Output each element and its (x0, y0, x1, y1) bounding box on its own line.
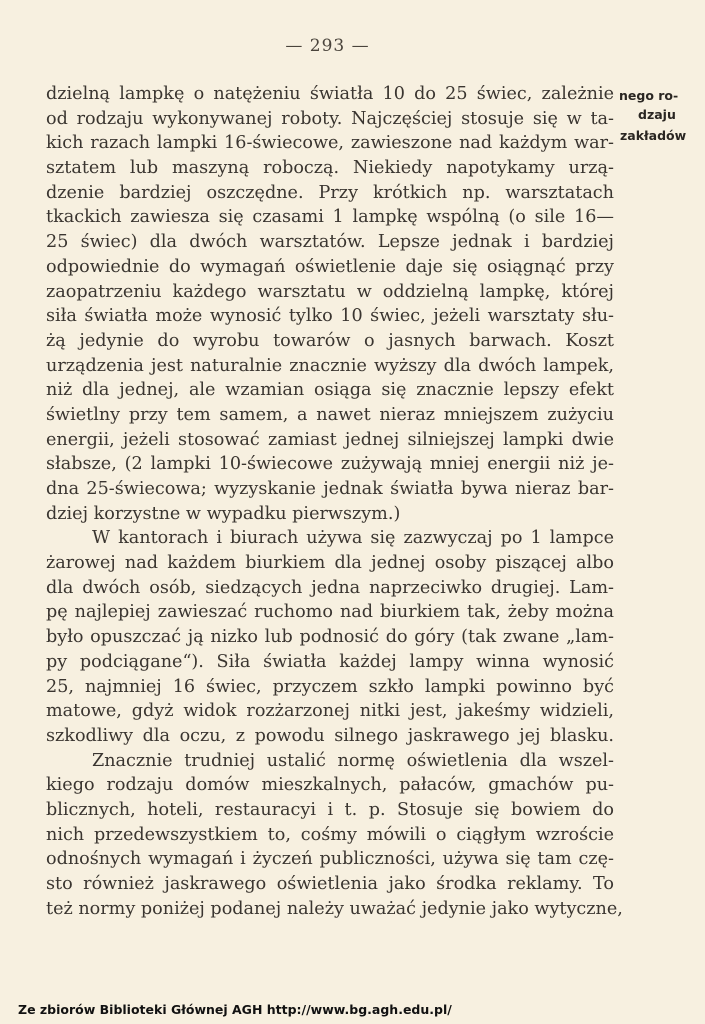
text-line: dziej korzystne w wypadku pierwszym.) (46, 503, 401, 524)
text-line: Znacznie trudniej ustalić normę oświetlenia dla wszel- (92, 750, 614, 771)
text-line: W kantorach i biurach używa się zazwyczaj po 1 lampce (92, 528, 614, 549)
text-line: zaopatrzeniu każdego warsztatu w oddzielną lampkę, której (46, 281, 614, 302)
margin-note-line-1: nego ro- (619, 88, 679, 103)
text-line: sztatem lub maszyną roboczą. Niekiedy napotykamy urzą- (46, 158, 614, 179)
text-line: szkodliwy dla oczu, z powodu silnego jaskrawego jej blasku. (46, 725, 614, 746)
text-line: blicznych, hoteli, restauracyi i t. p. Stosuje się bowiem do (46, 799, 614, 820)
text-line: urządzenia jest naturalnie znacznie wyższy dla dwóch lampek, (46, 355, 614, 376)
text-line: dzenie bardziej oszczędne. Przy krótkich np. warsztatach (46, 182, 614, 203)
library-footer: Ze zbiorów Biblioteki Głównej AGH http://www.bg.agh.edu.pl/ (18, 1002, 452, 1017)
text-line: od rodzaju wykonywanej roboty. Najczęściej stosuje się w ta- (46, 108, 614, 129)
text-line: dla dwóch osób, siedzących jedna naprzeciwko drugiej. Lam- (46, 577, 614, 598)
text-line: tkackich zawiesza się czasami 1 lampkę wspólną (o sile 16— (46, 207, 614, 228)
text-line: odpowiednie do wymagań oświetlenie daje się osiągnąć przy (46, 256, 614, 277)
page-number: — 293 — (285, 36, 370, 56)
text-line: żarowej nad każdem biurkiem dla jednej osoby piszącej albo (46, 553, 614, 574)
body-text (46, 82, 623, 921)
text-line: niż dla jednej, ale wzamian osiąga się znacznie lepszy efekt (46, 380, 614, 401)
text-line: słabsze, (2 lampki 10-świecowe zużywają mniej energii niż je- (46, 454, 614, 475)
text-line: świetlny przy tem samem, a nawet nieraz mniejszem zużyciu (46, 404, 614, 425)
text-line: dna 25-świecowa; wyzyskanie jednak światła bywa nieraz bar- (46, 479, 614, 499)
text-line: matowe, gdyż widok rozżarzonej nitki jest, jakeśmy widzieli, (46, 701, 614, 722)
text-line: sto również jaskrawego oświetlenia jako środka reklamy. To (46, 874, 614, 894)
text-line: siła światła może wynosić tylko 10 świec, jeżeli warsztaty słu- (46, 306, 614, 327)
text-line: 25, najmniej 16 świec, przyczem szkło lampki powinno być (46, 676, 614, 697)
text-line: energii, jeżeli stosować zamiast jednej silniejszej lampki dwie (46, 429, 614, 450)
margin-note-line-2: dzaju (638, 107, 676, 122)
text-line: kiego rodzaju domów mieszkalnych, pałaców, gmachów pu- (46, 775, 614, 796)
text-line: pę najlepiej zawieszać ruchomo nad biurkiem tak, żeby można (46, 602, 614, 623)
text-line: odnośnych wymagań i życzeń publiczności, używa się tam czę- (46, 849, 614, 870)
text-line: żą jedynie do wyrobu towarów o jasnych barwach. Koszt (46, 330, 614, 351)
text-line: 25 świec) dla dwóch warsztatów. Lepsze jednak i bardziej (46, 232, 614, 253)
text-line: py podciągane“). Siła światła każdej lampy winna wynosić (46, 651, 614, 672)
text-line: też normy poniżej podanej należy uważać jedynie jako wytyczne, (46, 898, 623, 919)
text-line: było opuszczać ją nizko lub podnosić do góry (tak zwane „lam- (46, 627, 614, 648)
text-line: dzielną lampkę o natężeniu światła 10 do 25 świec, zależnie (46, 84, 614, 104)
margin-note-line-3: zakładów (620, 128, 687, 143)
text-line: kich razach lampki 16-świecowe, zawieszone nad każdym war- (46, 133, 614, 154)
text-line: nich przedewszystkiem to, cośmy mówili o ciągłym wzroście (46, 824, 614, 845)
